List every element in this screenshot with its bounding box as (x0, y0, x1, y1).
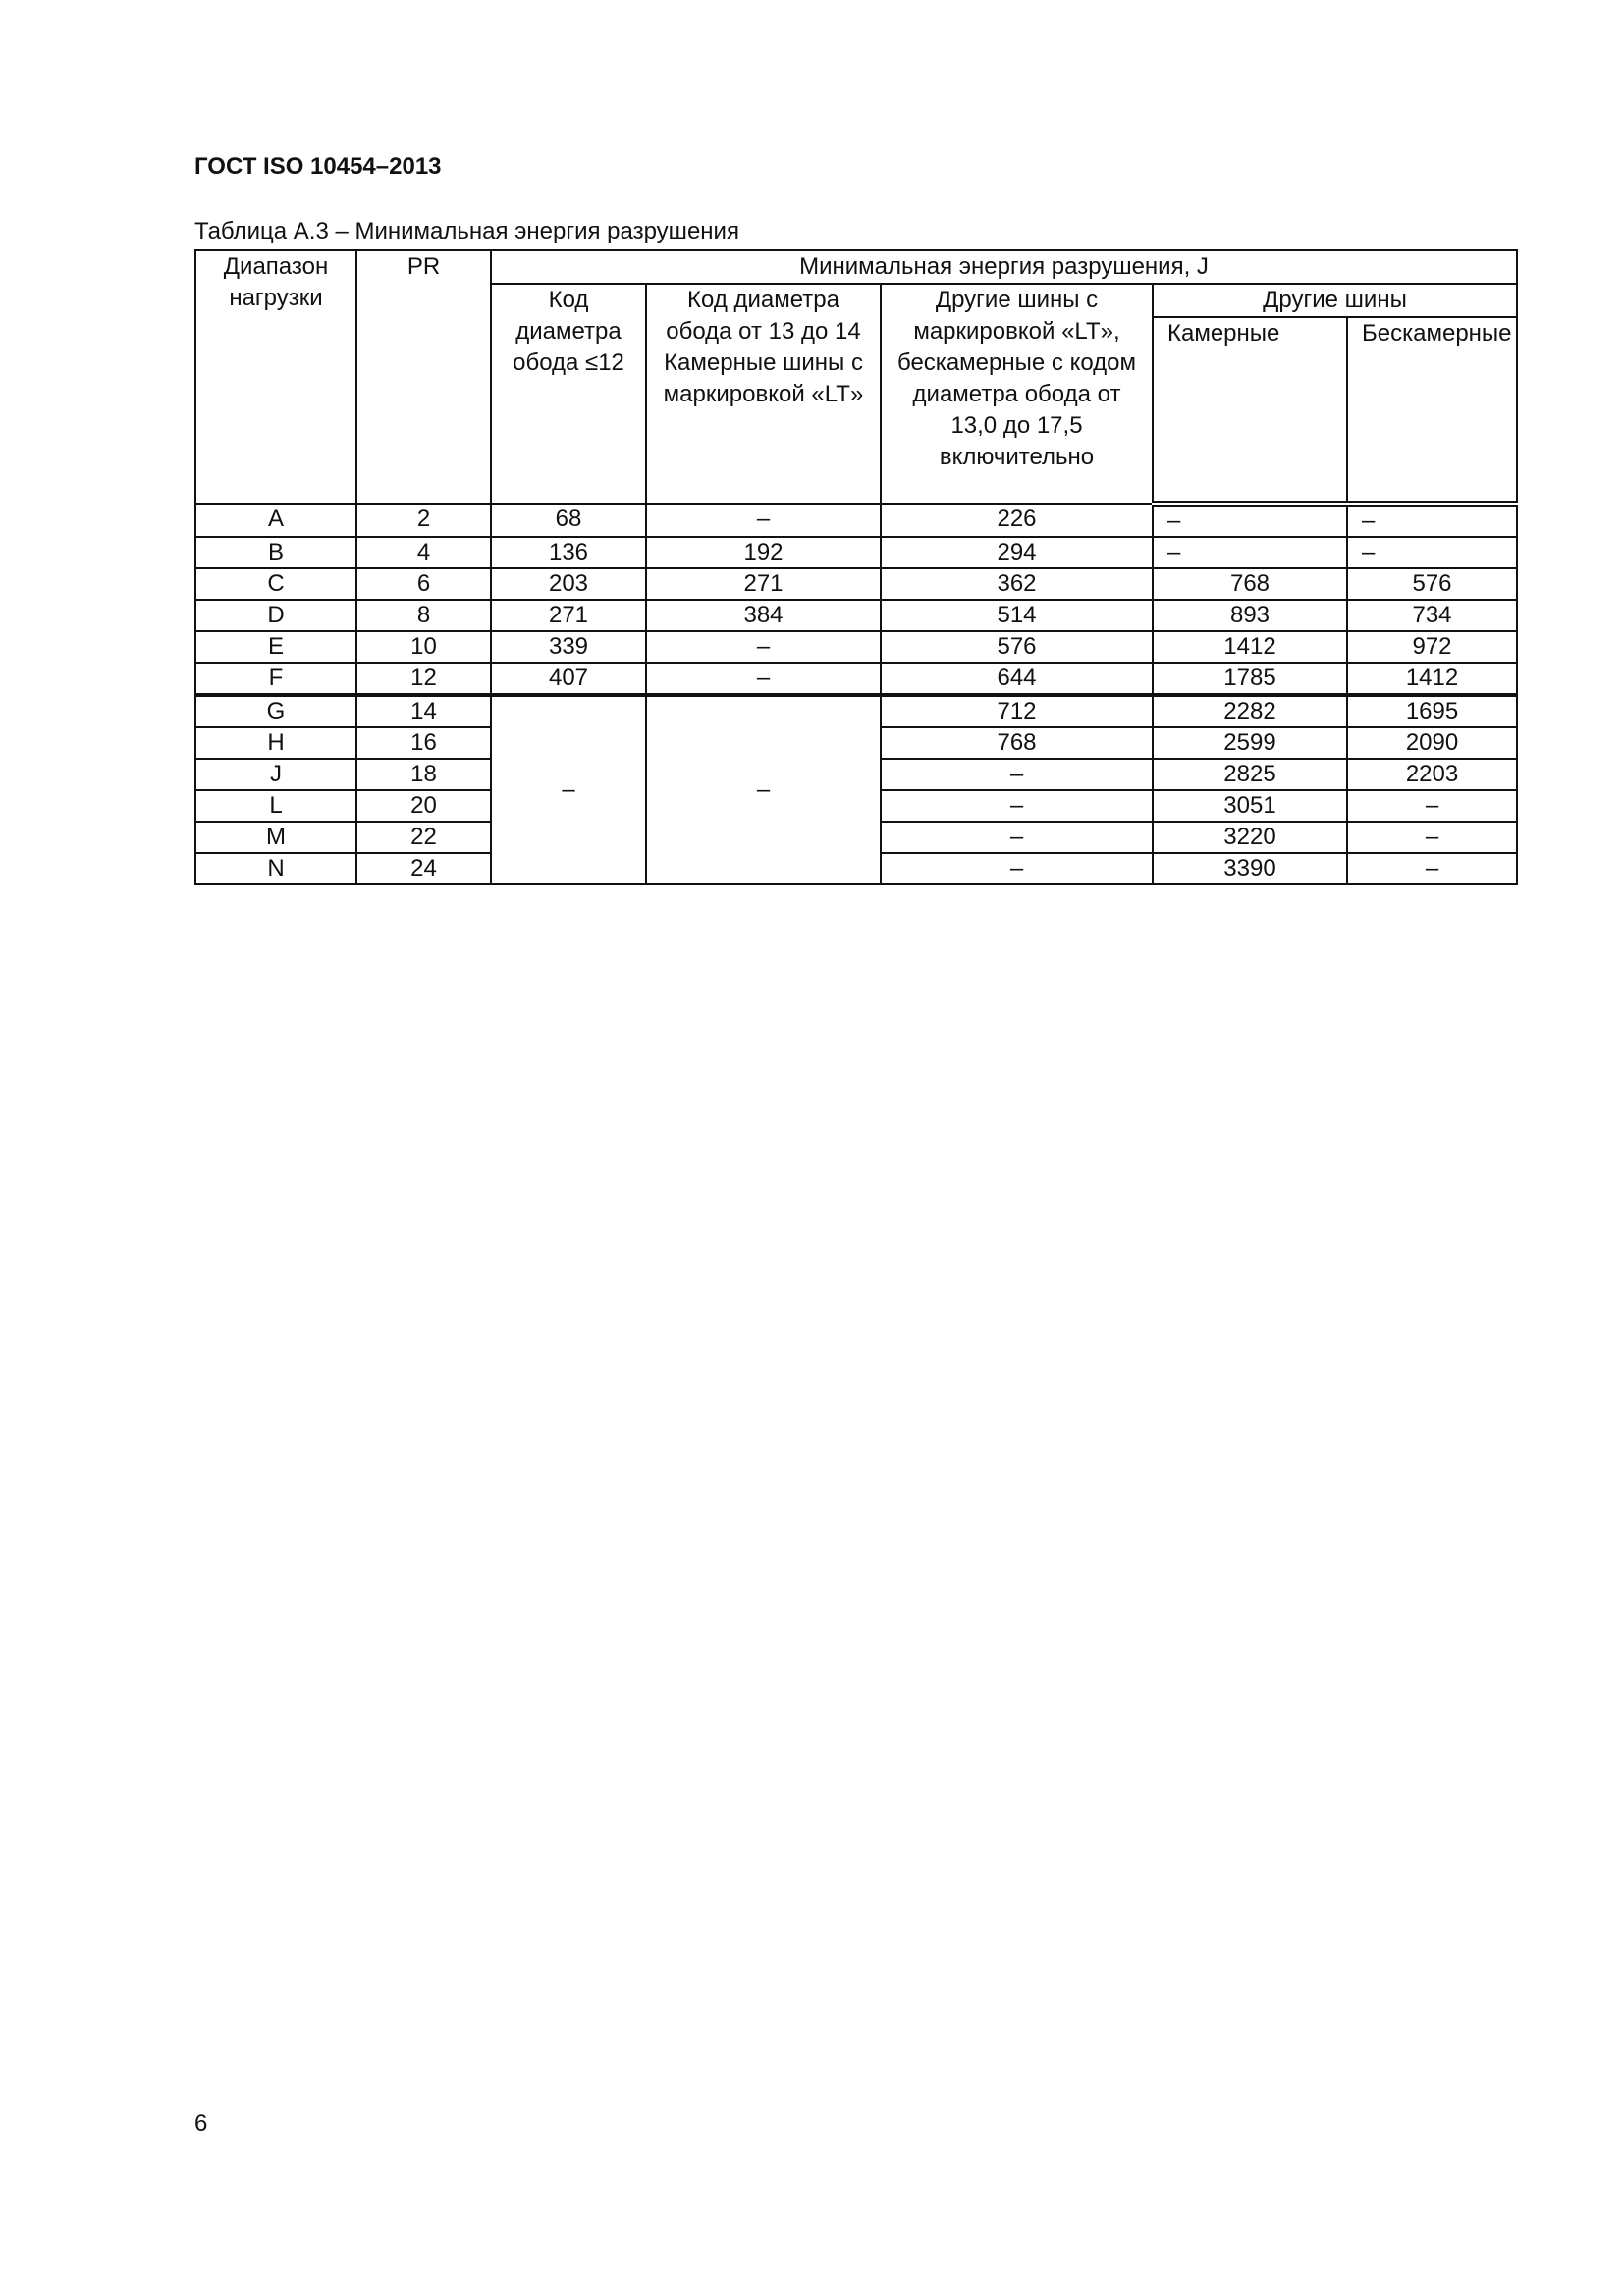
table-body (195, 504, 1517, 884)
cell-tubeless: – (1347, 853, 1517, 884)
cell-other-lt: 768 (881, 727, 1153, 759)
cell-pr: 14 (356, 695, 491, 727)
cell-other-lt: 514 (881, 600, 1153, 631)
cell-load-range: D (195, 600, 356, 631)
cell-tubeless: 576 (1347, 568, 1517, 600)
cell-rim-13-14: 384 (646, 600, 881, 631)
cell-rim-le12: 339 (491, 631, 646, 663)
cell-pr: 16 (356, 727, 491, 759)
cell-tube: 3051 (1153, 790, 1347, 822)
cell-load-range: L (195, 790, 356, 822)
cell-tube: 2599 (1153, 727, 1347, 759)
cell-rim-13-14: – (646, 631, 881, 663)
cell-pr: 12 (356, 663, 491, 695)
cell-other-lt: 226 (881, 504, 1153, 537)
table-caption: Таблица А.3 – Минимальная энергия разрушения (194, 218, 739, 244)
cell-other-lt: – (881, 759, 1153, 790)
header-min-energy: Минимальная энергия разрушения, J (491, 250, 1517, 284)
cell-other-lt: 712 (881, 695, 1153, 727)
document-header: ГОСТ ISO 10454–2013 (194, 153, 442, 180)
cell-load-range: E (195, 631, 356, 663)
cell-rim-le12: 271 (491, 600, 646, 631)
table-row (195, 663, 1517, 695)
cell-pr: 4 (356, 537, 491, 568)
cell-load-range: M (195, 822, 356, 853)
cell-tube: 768 (1153, 568, 1347, 600)
cell-rim-13-14: 192 (646, 537, 881, 568)
cell-rim-le12: 136 (491, 537, 646, 568)
cell-tubeless: 734 (1347, 600, 1517, 631)
cell-tube: 1412 (1153, 631, 1347, 663)
cell-other-lt: – (881, 790, 1153, 822)
cell-tube: – (1153, 537, 1347, 568)
cell-tube: 2282 (1153, 695, 1347, 727)
cell-rim-13-14: – (646, 504, 881, 537)
cell-tubeless: 2090 (1347, 727, 1517, 759)
cell-other-lt: 644 (881, 663, 1153, 695)
cell-other-lt: 362 (881, 568, 1153, 600)
cell-other-lt: 576 (881, 631, 1153, 663)
cell-tube: – (1153, 504, 1347, 537)
cell-other-lt: – (881, 853, 1153, 884)
header-load-range: Диапазон нагрузки (195, 250, 356, 504)
cell-pr: 20 (356, 790, 491, 822)
cell-other-lt: – (881, 822, 1153, 853)
table-row (195, 504, 1517, 537)
cell-load-range: A (195, 504, 356, 537)
page-number: 6 (194, 2110, 208, 2137)
cell-pr: 6 (356, 568, 491, 600)
cell-pr: 8 (356, 600, 491, 631)
cell-tubeless: 972 (1347, 631, 1517, 663)
cell-load-range: G (195, 695, 356, 727)
cell-tubeless: 1695 (1347, 695, 1517, 727)
cell-rim-13-14: – (646, 663, 881, 695)
cell-load-range: B (195, 537, 356, 568)
cell-load-range: J (195, 759, 356, 790)
cell-tubeless: – (1347, 504, 1517, 537)
cell-load-range: N (195, 853, 356, 884)
table-row (195, 695, 1517, 727)
table-row (195, 600, 1517, 631)
header-pr: PR (356, 250, 491, 504)
cell-tube: 1785 (1153, 663, 1347, 695)
cell-pr: 24 (356, 853, 491, 884)
header-tubeless: Бескамерные (1347, 317, 1517, 504)
energy-table (194, 249, 1518, 885)
cell-load-range: F (195, 663, 356, 695)
cell-rim-le12: 203 (491, 568, 646, 600)
cell-tube: 893 (1153, 600, 1347, 631)
cell-tubeless: – (1347, 822, 1517, 853)
cell-rim-13-14: 271 (646, 568, 881, 600)
cell-tubeless: 1412 (1347, 663, 1517, 695)
header-rim-le12: Код диаметра обода ≤12 (491, 284, 646, 504)
table-row (195, 537, 1517, 568)
header-other-tires: Другие шины (1153, 284, 1517, 317)
table-row (195, 568, 1517, 600)
header-other-lt: Другие шины с маркировкой «LT», бескамерные с кодом диаметра обода от 13,0 до 17,5 включительно (881, 284, 1153, 504)
cell-rim-le12: 68 (491, 504, 646, 537)
cell-rim-13-14-merged: – (646, 695, 881, 884)
cell-rim-le12: 407 (491, 663, 646, 695)
cell-load-range: H (195, 727, 356, 759)
cell-tubeless: 2203 (1347, 759, 1517, 790)
cell-tubeless: – (1347, 537, 1517, 568)
cell-tubeless: – (1347, 790, 1517, 822)
cell-pr: 10 (356, 631, 491, 663)
cell-load-range: C (195, 568, 356, 600)
cell-pr: 22 (356, 822, 491, 853)
cell-rim-le12-merged: – (491, 695, 646, 884)
cell-pr: 2 (356, 504, 491, 537)
cell-tube: 3390 (1153, 853, 1347, 884)
header-tube: Камерные (1153, 317, 1347, 504)
cell-tube: 3220 (1153, 822, 1347, 853)
table-row (195, 631, 1517, 663)
cell-pr: 18 (356, 759, 491, 790)
header-rim-13-14: Код диаметра обода от 13 до 14 Камерные шины с маркировкой «LT» (646, 284, 881, 504)
cell-other-lt: 294 (881, 537, 1153, 568)
cell-tube: 2825 (1153, 759, 1347, 790)
